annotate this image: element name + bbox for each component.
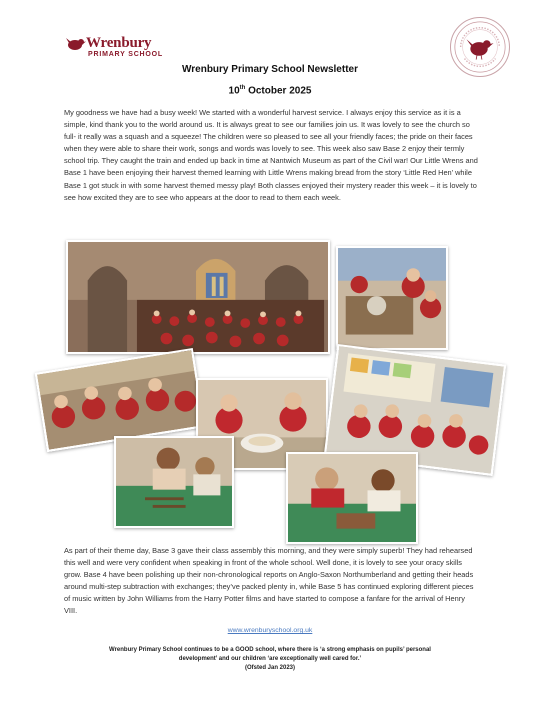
green-table-activity-photo — [114, 436, 234, 528]
table-crafts-photo — [286, 452, 418, 544]
classroom-group-photo — [35, 348, 206, 452]
wren-logo-icon — [66, 36, 86, 52]
ofsted-footer — [60, 646, 480, 673]
school-logo — [66, 34, 166, 60]
date-day: 10 — [228, 85, 240, 97]
newsletter-title: Wrenbury Primary School Newsletter — [182, 64, 358, 75]
classroom-messy-play-photo — [336, 246, 448, 350]
newsletter-date — [0, 85, 540, 96]
date-rest: October 2025 — [245, 85, 312, 97]
classroom-display-photo — [324, 344, 506, 476]
intro-paragraph: My goodness we have had a busy week! We started with a wonderful harvest service. I always enjoy this service as it is a simple, kind thank you to the world around us. It is always great to see our families join us. It was lovely to see the church so full- it really was a squash and a squeeze! The children were so pleased to see all your friendly faces; the pride on their faces when they were able to share their work, songs and words was lovely to see. This week also saw Base 2 enjoy their termly school trip. They caught the train and ended up back in time at Nantwich Museum as part of the Civil war! Our Little Wrens and Base 1 have been enjoying their harvest themed learning with Little Wrens making bread from the story ‘Little Red Hen’ while Base 1 got stuck in with some harvest themed messy play! Both classes enjoyed their mystery reader this week – it is lovely to see how excited they are to see who appears at the door to read to them each week. — [64, 108, 478, 202]
logo-text: Wrenbury — [86, 35, 152, 51]
church-harvest-photo — [66, 240, 330, 354]
website-link[interactable]: www.wrenburyschool.org.uk — [227, 627, 313, 634]
bread-making-photo — [196, 378, 328, 470]
logo-subtext: PRIMARY SCHOOL — [88, 51, 163, 58]
second-paragraph: As part of their theme day, Base 3 gave their class assembly this morning, and they were simply superb! They had rehearsed this well and were very confident when speaking in front of the whole school. Well done, it is lovely to see your oracy skills grow. Base 4 have been polishing up their non-chronological reports on Anglo-Saxon Northumberland and getting their heads around multi-step subtraction with exchanges; they’ve packed plenty in, while Base 5 has continued exploring different pieces of music written by John Williams from the Harry Potter films and have started to compose a fanfare for the arrival of Henry VIII. — [64, 546, 474, 616]
date-suffix: th — [239, 85, 246, 91]
footer-line-1: Wrenbury Primary School continues to be a GOOD school, where there is ‘a strong emphasis on pupils’ personal — [109, 647, 431, 653]
footer-line-2: development’ and our children ‘are exceptionally well cared for.’ — [178, 656, 362, 662]
footer-line-3: (Ofsted Jan 2023) — [244, 665, 296, 671]
